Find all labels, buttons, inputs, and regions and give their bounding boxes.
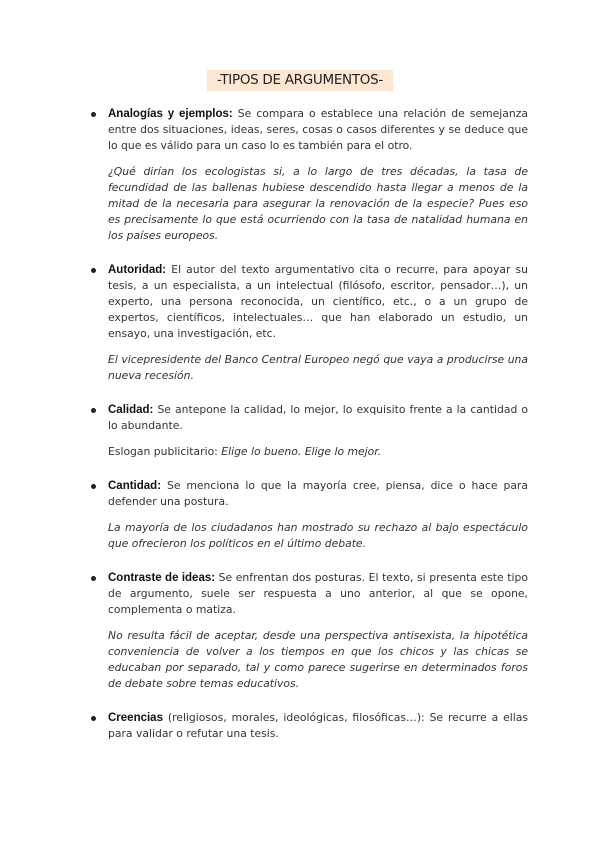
item-term: Creencias [108, 712, 163, 724]
item-text: Se antepone la calidad, lo mejor, lo exquisito frente a la cantidad o lo abundante. [108, 403, 528, 432]
item-term: Calidad: [108, 404, 154, 416]
page-title: -TIPOS DE ARGUMENTOS- [207, 70, 393, 91]
item-definition [108, 478, 528, 510]
item-example [108, 444, 528, 460]
title-wrapper [0, 69, 600, 91]
item-definition [108, 710, 528, 742]
item-example: El vicepresidente del Banco Central Europeo negó que vaya a producirse una nueva recesión. [108, 353, 528, 382]
item-term: Analogías y ejemplos: [108, 108, 233, 120]
list-item-cantidad [108, 478, 528, 552]
item-term: Cantidad: [108, 480, 162, 492]
bullet-icon [91, 576, 96, 581]
example-prefix: Eslogan publicitario: [108, 445, 222, 458]
item-definition [108, 402, 528, 434]
argument-list [108, 106, 528, 760]
item-example: ¿Qué dirían los ecologistas si, a lo largo de tres décadas, la tasa de fecundidad de las ballenas hubiese descendido hasta llegar a menos de la mitad de la necesaria para asegurar la renovación de la especie? Pues eso es precisamente lo que está ocurriendo con la tasa de natalidad humana en los países europeos. [108, 165, 528, 242]
list-item-autoridad [108, 262, 528, 384]
bullet-icon [91, 408, 96, 413]
list-item-calidad [108, 402, 528, 460]
bullet-icon [91, 268, 96, 273]
item-text: Se menciona lo que la mayoría cree, piensa, dice o hace para defender una postura. [108, 479, 528, 508]
bullet-icon [91, 484, 96, 489]
list-item-contraste [108, 570, 528, 692]
item-example: La mayoría de los ciudadanos han mostrado su rechazo al bajo espectáculo que ofrecieron los políticos en el último debate. [108, 521, 528, 550]
bullet-icon [91, 112, 96, 117]
item-text: Se enfrentan dos posturas. El texto, si presenta este tipo de argumento, suele ser respuesta a uno anterior, al que se opone, complementa o matiza. [108, 571, 528, 616]
list-item-analogias [108, 106, 528, 244]
item-definition [108, 570, 528, 618]
item-text: Se compara o establece una relación de semejanza entre dos situaciones, ideas, seres, cosas o casos diferentes y se deduce que lo que es válido para un caso lo es también para el otro. [108, 107, 528, 152]
item-term: Contraste de ideas: [108, 572, 216, 584]
item-text: El autor del texto argumentativo cita o recurre, para apoyar su tesis, a un especialista, a un intelectual (filósofo, escritor, pensador…), un experto, una persona reconocida, un científico, etc., o a un grupo de expertos, científicos, intelectuales… que han elaborado un estudio, un ensayo, una investigación, etc. [108, 263, 528, 340]
list-item-creencias [108, 710, 528, 742]
item-text: (religiosos, morales, ideológicas, filosóficas…): Se recurre a ellas para validar o refutar una tesis. [108, 711, 528, 740]
example-quote: Elige lo bueno. Elige lo mejor. [221, 445, 382, 458]
bullet-icon [91, 716, 96, 721]
item-term: Autoridad: [108, 264, 167, 276]
item-example: No resulta fácil de aceptar, desde una perspectiva antisexista, la hipotética conveniencia de volver a los tiempos en que los chicos y las chicas se educaban por separado, tal y como parece sugerirse en determinados foros de debate sobre temas educativos. [108, 629, 528, 690]
item-definition [108, 262, 528, 342]
item-definition [108, 106, 528, 154]
